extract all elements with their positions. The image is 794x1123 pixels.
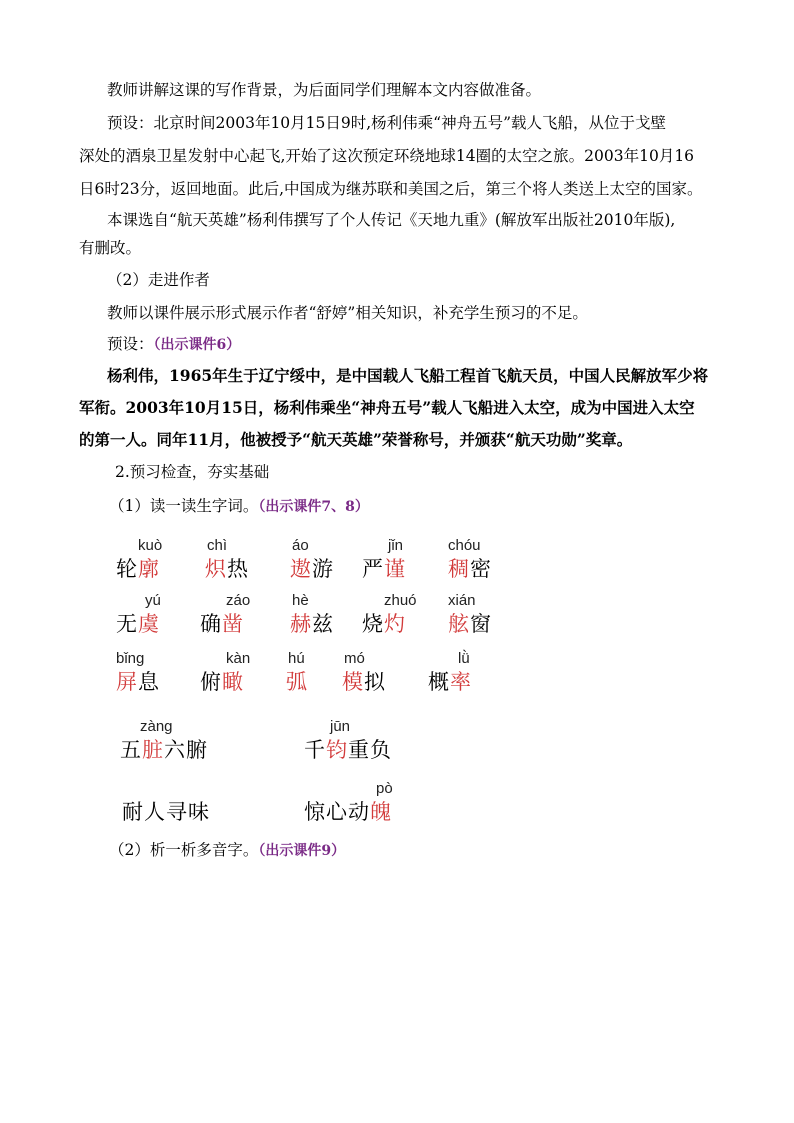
pinyin: áo bbox=[292, 537, 309, 554]
word-chars: 无虞 bbox=[116, 612, 160, 636]
paragraph-source-line-1: 本课选自“航天英雄”杨利伟撰写了个人传记《天地九重》(解放军出版社2010年版), bbox=[107, 211, 676, 229]
word-chars: 严谨 bbox=[362, 557, 406, 581]
section-heading-polyphones bbox=[109, 840, 709, 861]
courseware-note: （出示课件7、8） bbox=[258, 499, 369, 515]
read-prefix: （1）读一读生字词。 bbox=[109, 497, 259, 515]
word-chars: 俯瞰 bbox=[200, 670, 244, 694]
pinyin: hè bbox=[292, 592, 309, 609]
paragraph-teacher-note: 教师以课件展示形式展示作者“舒婷”相关知识，补充学生预习的不足。 bbox=[107, 304, 588, 322]
word-chars: 惊心动魄 bbox=[304, 800, 392, 824]
author-bio-line-2: 军衔。2003年10月15日，杨利伟乘坐“神舟五号”载人飞船进入太空，成为中国进入太空 bbox=[79, 398, 695, 417]
word-chars: 遨游 bbox=[290, 557, 334, 581]
paragraph-preset-author bbox=[107, 334, 707, 355]
pinyin: xián bbox=[448, 592, 476, 609]
pinyin: chì bbox=[207, 537, 228, 554]
word-chars: 耐人寻味 bbox=[122, 800, 210, 824]
pinyin: hú bbox=[288, 650, 305, 667]
courseware-note: （出示课件6） bbox=[153, 337, 241, 353]
courseware-note: （出示课件9） bbox=[258, 843, 346, 859]
pinyin: mó bbox=[344, 650, 365, 667]
polyphone-prefix: （2）析一析多音字。 bbox=[109, 841, 259, 859]
word-chars: 屏息 bbox=[116, 670, 160, 694]
paragraph-preset-line-1: 预设：北京时间2003年10月15日9时,杨利伟乘“神舟五号”载人飞船，从位于戈壁 bbox=[107, 114, 667, 132]
paragraph-preset-line-2: 深处的酒泉卫星发射中心起飞,开始了这次预定环绕地球14圈的太空之旅。2003年10月16 bbox=[79, 147, 695, 165]
pinyin: zhuó bbox=[384, 592, 417, 609]
word-chars: 确凿 bbox=[200, 612, 244, 636]
word-chars: 稠密 bbox=[448, 557, 492, 581]
word-chars: 烧灼 bbox=[362, 612, 406, 636]
word-chars: 舷窗 bbox=[448, 612, 492, 636]
paragraph-preset-line-3: 日6时23分，返回地面。此后,中国成为继苏联和美国之后，第三个将人类送上太空的国家。 bbox=[79, 180, 703, 198]
word-chars: 赫兹 bbox=[290, 612, 334, 636]
word-chars: 轮廓 bbox=[116, 557, 160, 581]
section-heading-preview: 2.预习检查，夯实基础 bbox=[115, 463, 270, 481]
section-heading-author: （2）走进作者 bbox=[107, 271, 210, 289]
pinyin: lǜ bbox=[458, 650, 470, 667]
word-chars: 千钧重负 bbox=[304, 738, 392, 762]
paragraph-intro: 教师讲解这课的写作背景，为后面同学们理解本文内容做准备。 bbox=[107, 81, 542, 99]
word-chars: 弧 bbox=[286, 670, 308, 694]
word-chars: 五脏六腑 bbox=[120, 738, 208, 762]
pinyin: zàng bbox=[140, 718, 173, 735]
pinyin: kuò bbox=[138, 537, 163, 554]
word-chars: 炽热 bbox=[205, 557, 249, 581]
word-chars: 概率 bbox=[428, 670, 472, 694]
author-bio-line-3: 的第一人。同年11月，他被授予“航天英雄”荣誉称号，并颁获“航天功勋”奖章。 bbox=[79, 430, 633, 449]
pinyin: záo bbox=[226, 592, 251, 609]
pinyin: kàn bbox=[226, 650, 251, 667]
pinyin: jǐn bbox=[388, 537, 404, 554]
pinyin: yú bbox=[145, 592, 161, 609]
paragraph-source-line-2: 有删改。 bbox=[79, 239, 142, 257]
pinyin: chóu bbox=[448, 537, 481, 554]
author-bio-line-1: 杨利伟，1965年生于辽宁绥中，是中国载人飞船工程首飞航天员，中国人民解放军少将 bbox=[107, 366, 709, 385]
pinyin: bǐng bbox=[116, 650, 145, 667]
preset-prefix: 预设： bbox=[107, 335, 154, 353]
pinyin: jūn bbox=[330, 718, 351, 735]
word-chars: 模拟 bbox=[342, 670, 386, 694]
section-heading-read bbox=[109, 496, 709, 517]
pinyin: pò bbox=[376, 780, 393, 797]
